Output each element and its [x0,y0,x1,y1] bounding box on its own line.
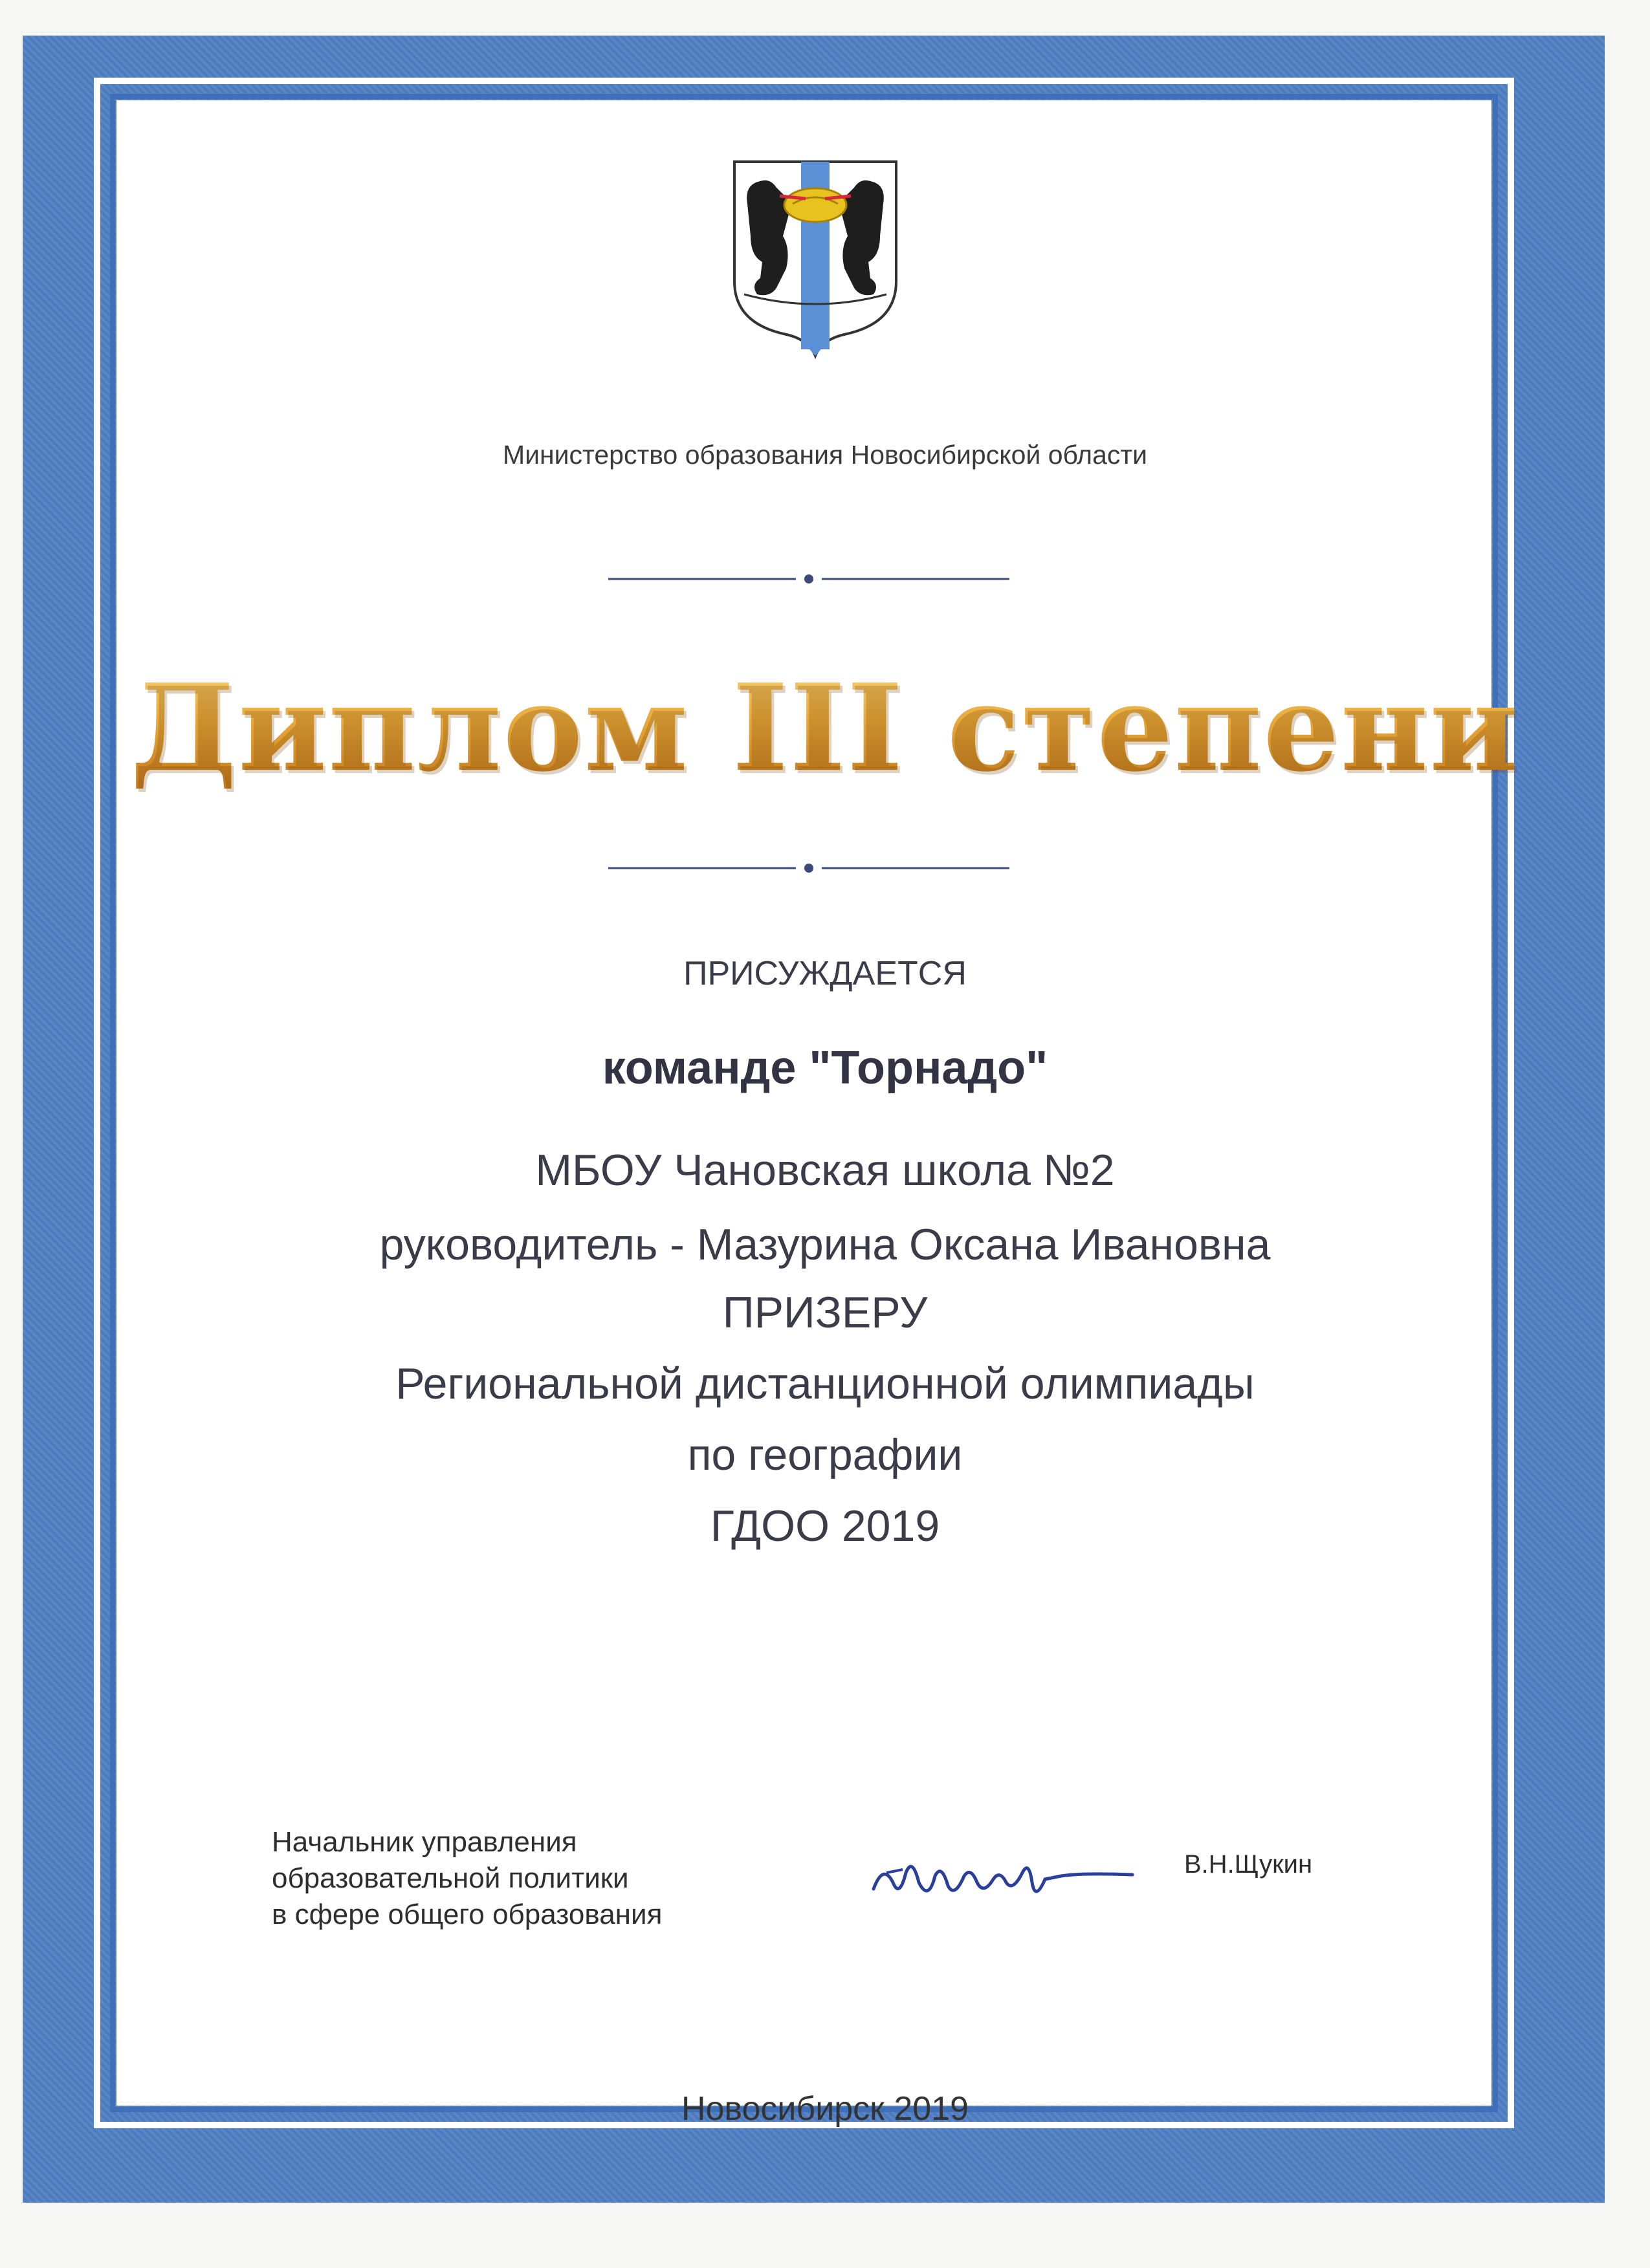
school-name: МБОУ Чановская школа №2 [535,1146,1115,1195]
signatory-position-line: Начальник управления [272,1826,577,1858]
olympiad-subject: по географии [687,1430,963,1479]
coat-of-arms-icon [731,158,899,359]
signatory-position-line: в сфере общего образования [272,1899,663,1930]
leader-name: руководитель - Мазурина Оксана Ивановна [379,1220,1271,1269]
city-year: Новосибирск 2019 [681,2090,969,2128]
ornament-divider-top [608,572,1009,585]
olympiad-name: Региональной дистанционной олимпиады [395,1359,1255,1408]
handwritten-signature [867,1844,1139,1915]
awarded-label: ПРИСУЖДАЕТСЯ [683,955,967,992]
signatory-position-line: образовательной политики [272,1862,629,1894]
ornament-divider-bottom [608,862,1009,875]
ministry-name: Министерство образования Новосибирской области [502,440,1148,470]
signatory-position [272,1824,662,1933]
diploma-content [116,100,1491,2106]
diploma-title: Диплом III степени [0,657,1650,799]
team-name: команде "Торнадо" [602,1042,1048,1094]
award-status: ПРИЗЕРУ [722,1288,928,1337]
olympiad-event: ГДОО 2019 [710,1501,940,1551]
signer-name: В.Н.Щукин [1184,1850,1313,1879]
